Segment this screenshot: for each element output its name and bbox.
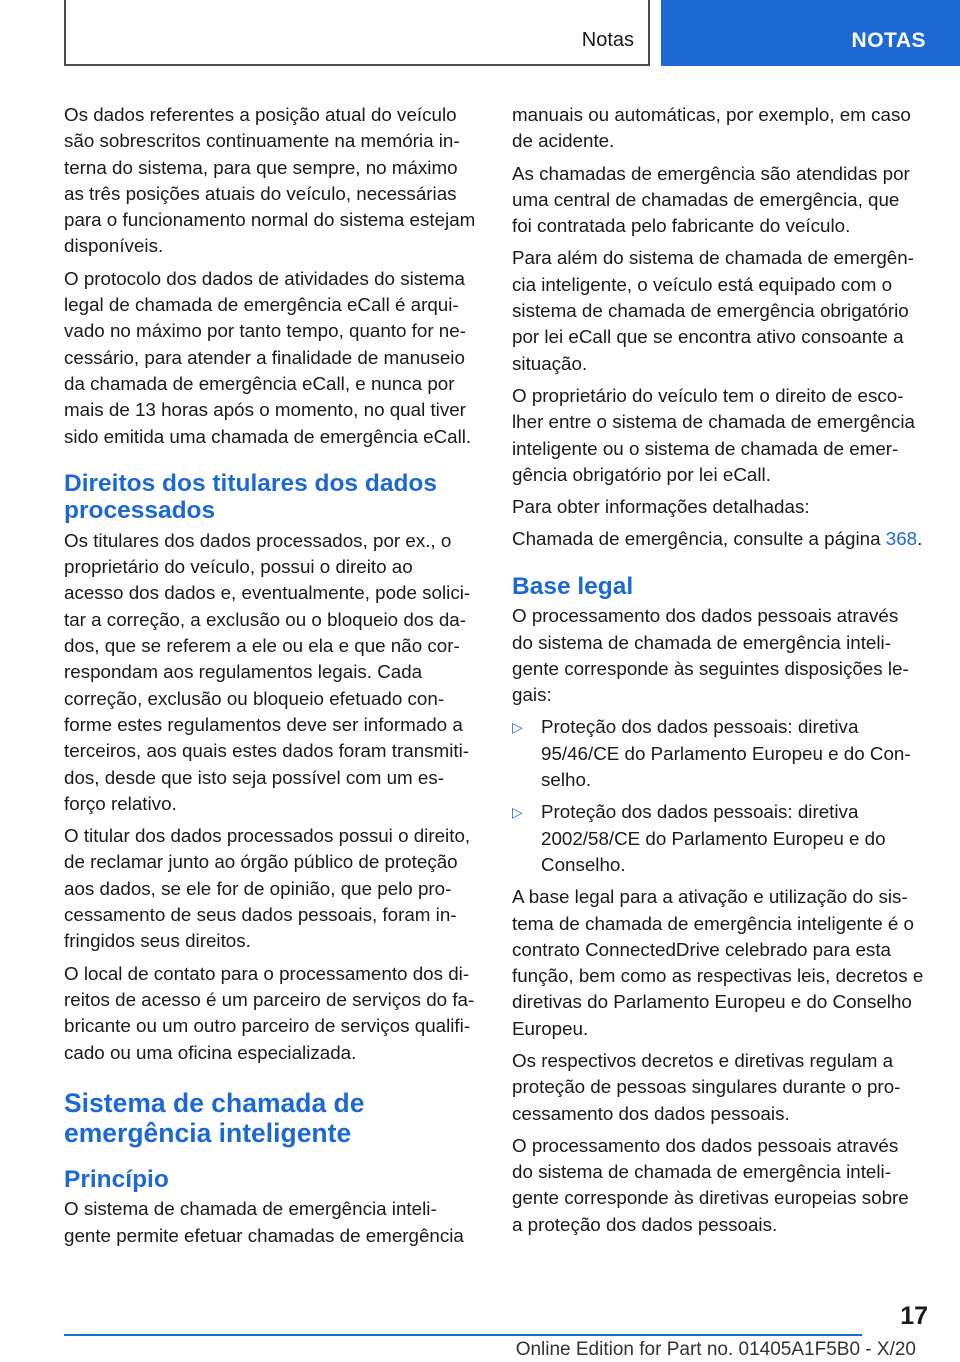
section-label: Notas [581,29,634,51]
heading-principio: Princípio [64,1165,169,1193]
triangle-bullet-icon: ▷ [512,804,523,821]
paragraph: O processamento dos dados pessoais através do sistema de chamada de emergência inteligente corresponde às diretivas europeias sobre a proteção dos dados pessoais. [512,1134,909,1235]
paragraph: O sistema de chamada de emergência inteligente permite efetuar chamadas de emergência [64,1198,464,1246]
heading-base-legal: Base legal [512,572,634,600]
paragraph: manuais ou automáticas, por exemplo, em caso de acidente. [512,104,911,152]
right-column [512,102,924,1244]
paragraph: O proprietário do veículo tem o direito de escolher entre o sistema de chamada de emergência inteligente ou o sistema de chamada de emergência obrigatório por lei eCall. [512,384,915,485]
paragraph: Os titulares dos dados processados, por ex., o proprietário do veículo, possui o direito ao acesso dos dados e, eventualmente, pode solicitar a correção, a exclusão ou o bloqueio dos dados, que se referem a ele ou ela e que não correspondam aos regulamentos legais. Cada correção, exclusão ou bloqueio efetuado conforme estes regulamentos deve ser informado a terceiros, aos quais estes dados foram transmitidos, desde que isto seja possível com um esforço relativo. [64,529,471,814]
page-number: 17 [900,1302,928,1330]
paragraph-page-reference [512,526,924,552]
section-tab [661,0,960,66]
reference-end: . [917,528,923,550]
paragraph: Para obter informações detalhadas: [512,496,810,518]
footer-edition: Online Edition for Part no. 01405A1F5B0 - X/20 [515,1339,916,1360]
list-item-text: Proteção dos dados pessoais: diretiva 95/46/CE do Parlamento Europeu e do Conselho. [541,716,911,791]
list-item [512,799,924,878]
paragraph: O titular dos dados processados possui o direito, de reclamar junto ao órgão público de proteção aos dados, se ele for de opinião, que pelo processamento de seus dados pessoais, foram infringidos seus direitos. [64,825,471,952]
paragraph: O processamento dos dados pessoais através do sistema de chamada de emergência inteligente corresponde às seguintes disposições legais: [512,605,909,706]
paragraph: Os respectivos decretos e diretivas regulam a proteção de pessoas singulares durante o processamento dos dados pessoais. [512,1050,901,1124]
triangle-bullet-icon: ▷ [512,719,523,736]
heading-sistema: Sistema de chamada de emergência inteligente [64,1087,365,1148]
list-item [512,714,924,793]
left-column [64,102,476,1255]
bullet-list [512,714,924,878]
paragraph: O protocolo dos dados de atividades do sistema legal de chamada de emergência eCall é arquivado no máximo por tanto tempo, quanto for necessário, para atender a finalidade de manuseio da chamada de emergência eCall, e nunca por mais de 13 horas após o momento, no qual tiver sido emitida uma chamada de emergência eCall. [64,267,472,447]
header-box [64,0,650,66]
paragraph: A base legal para a ativação e utilização do sistema de chamada de emergência inteligente é o contrato ConnectedDrive celebrado para esta função, bem como as respectivas leis, decretos e diretivas do Parlamento Europeu e do Conselho Europeu. [512,886,924,1039]
paragraph: O local de contato para o processamento dos direitos de acesso é um parceiro de serviços do fabricante ou um outro parceiro de serviços qualificado ou uma oficina especializada. [64,962,475,1063]
paragraph: Para além do sistema de chamada de emergência inteligente, o veículo está equipado com o sistema de chamada de emergência obrigatório por lei eCall que se encontra ativo consoante a situação. [512,247,914,374]
footer-rule [64,1334,862,1336]
page-link-368[interactable]: 368 [885,528,918,550]
list-item-text: Proteção dos dados pessoais: diretiva 2002/58/CE do Parlamento Europeu e do Conselho. [541,801,886,875]
paragraph: Os dados referentes a posição atual do veículo são sobrescritos continuamente na memória interna do sistema, para que sempre, no máximo as três posições atuais do veículo, necessárias para o funcionamento normal do sistema estejam disponíveis. [64,104,476,257]
section-tab-label: NOTAS [851,29,926,52]
heading-direitos: Direitos dos titulares dos dados processados [64,469,438,525]
reference-text: Chamada de emergência, consulte a página [512,528,881,550]
paragraph: As chamadas de emergência são atendidas por uma central de chamadas de emergência, que foi contratada pelo fabricante do veículo. [512,162,910,237]
